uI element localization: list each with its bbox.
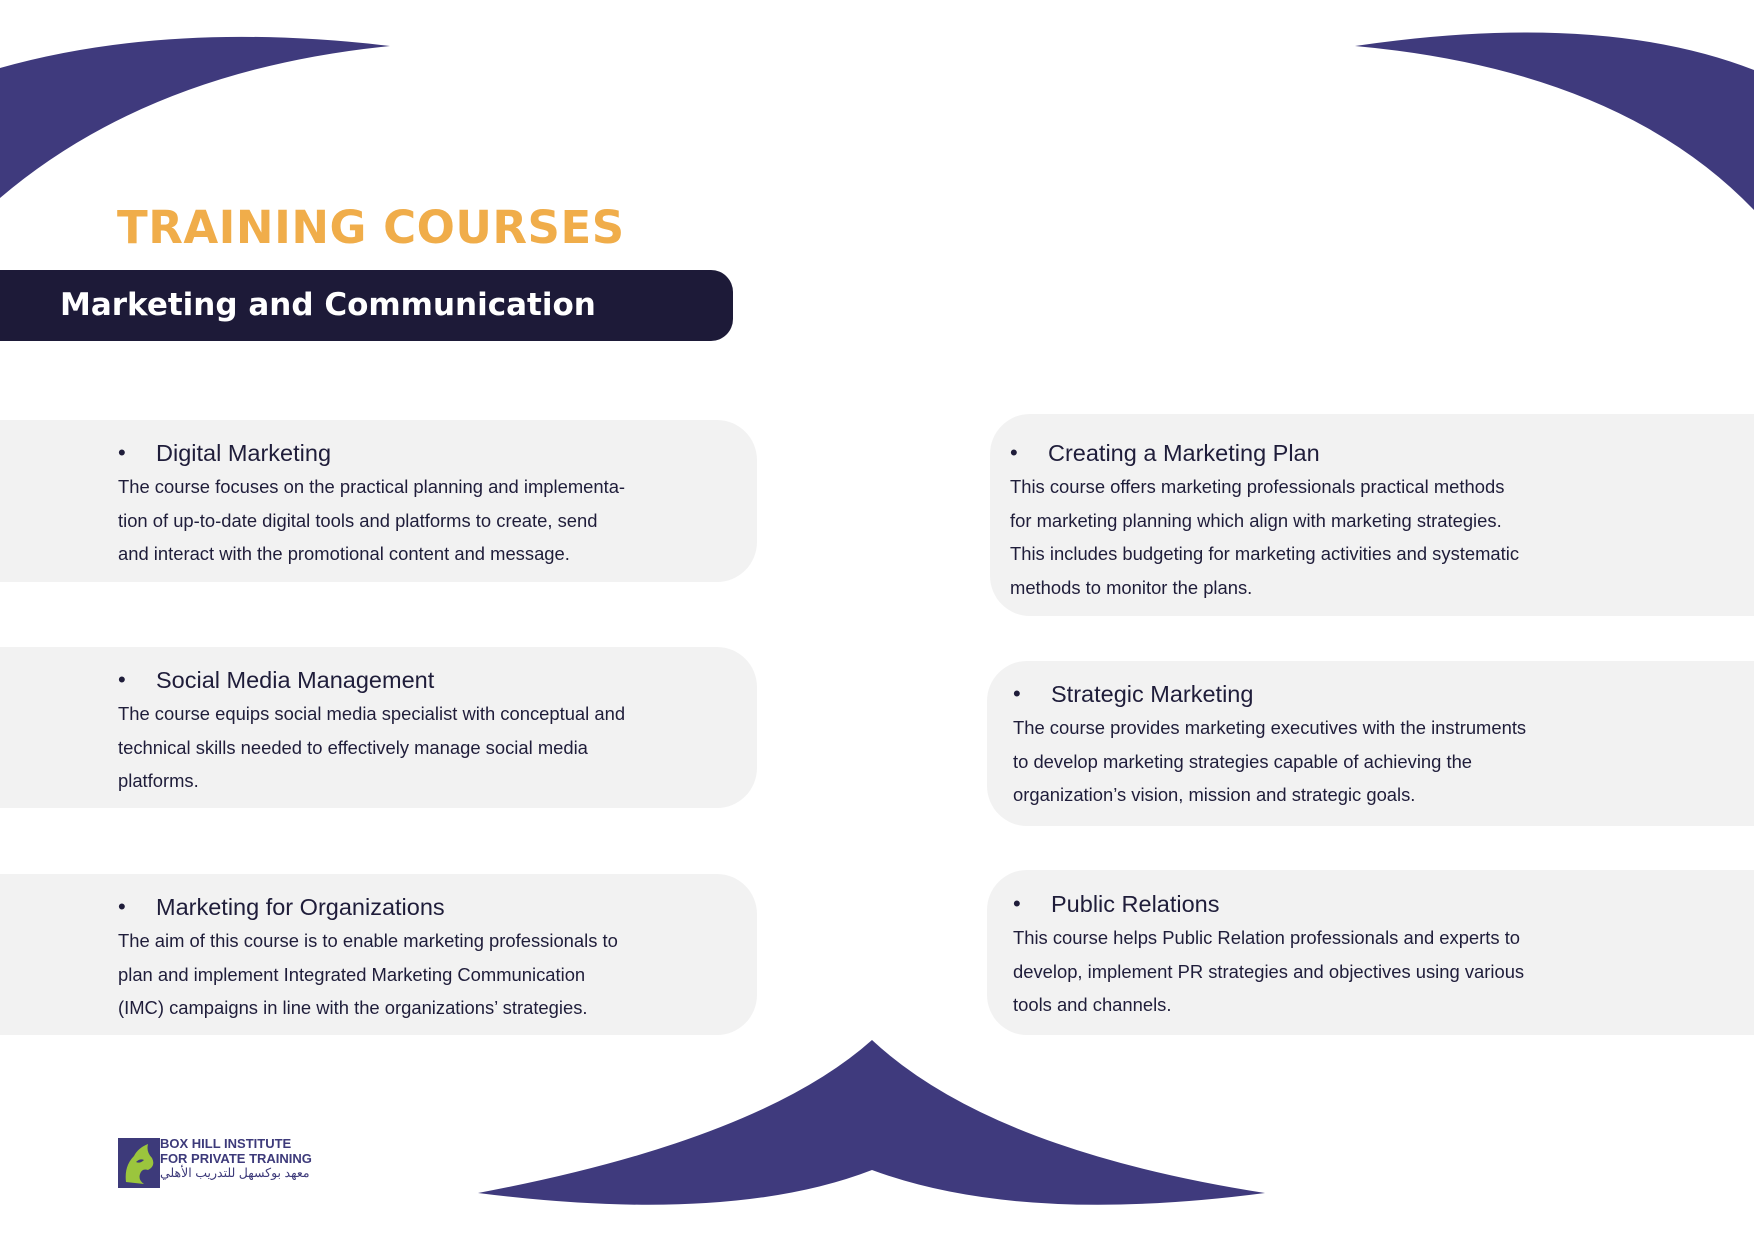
institute-logo [118,1136,328,1190]
bullet-icon: • [1013,681,1021,706]
course-description-line: organization’s vision, mission and strategic goals. [1013,784,1416,805]
logo-text-arabic: معهد بوكسهل للتدريب الأهلي [160,1166,310,1180]
course-description-line: develop, implement PR strategies and objectives using various [1013,960,1525,982]
course-card-marketing-for-organizations [0,874,757,1035]
course-description-line: technical skills needed to effectively manage social media [118,736,588,758]
course-title: • Public Relations [1013,887,1605,921]
horse-head-logo-icon [118,1138,160,1188]
course-description-line: (IMC) campaigns in line with the organizations’ strategies. [118,997,588,1018]
bottom-center-swoosh [478,1040,1265,1205]
course-description-line: This course helps Public Relation professionals and experts to [1013,927,1521,948]
top-right-swoosh [1355,33,1754,211]
course-title: • Marketing for Organizations [118,890,677,924]
course-description-line: and interact with the promotional content and message. [118,543,570,564]
bullet-icon: • [118,440,126,465]
course-description-line: tools and channels. [1013,994,1172,1015]
course-card-strategic-marketing [987,661,1754,826]
course-card-social-media-management [0,647,757,808]
course-description-line: The aim of this course is to enable marketing professionals to [118,930,618,951]
course-card-public-relations [987,870,1754,1035]
page-heading: TRAINING COURSES [117,201,625,254]
top-left-swoosh [0,37,390,198]
course-card-creating-a-marketing-plan [990,414,1754,616]
course-description-line: The course focuses on the practical planning and implementa- [118,476,626,497]
course-description-line: platforms. [118,770,199,791]
course-description-line: The course provides marketing executives with the instruments [1013,717,1527,738]
course-title: • Social Media Management [118,663,677,697]
bullet-icon: • [1010,440,1018,465]
category-title: Marketing and Communication [60,287,596,323]
course-description-line: plan and implement Integrated Marketing Communication [118,963,586,985]
course-description-line: tion of up-to-date digital tools and platforms to create, send [118,509,598,531]
logo-text-line-2: FOR PRIVATE TRAINING [160,1151,312,1166]
category-banner [0,270,733,341]
logo-text-line-1: BOX HILL INSTITUTE [160,1136,292,1151]
course-card-digital-marketing [0,420,757,582]
course-description-line: methods to monitor the plans. [1010,576,1253,598]
course-title: • Strategic Marketing [1013,677,1605,711]
bullet-icon: • [118,894,126,919]
course-description-line: The course equips social media specialist with conceptual and [118,703,626,724]
course-description-line: to develop marketing strategies capable of achieving the [1013,750,1473,772]
course-description-line: This includes budgeting for marketing activities and systematic [1010,543,1520,564]
course-description-line: This course offers marketing professionals practical methods [1010,476,1505,497]
course-title: • Digital Marketing [118,436,677,470]
course-title: • Creating a Marketing Plan [1010,436,1608,470]
bullet-icon: • [1013,891,1021,916]
course-description-line: for marketing planning which align with marketing strategies. [1010,509,1502,531]
bullet-icon: • [118,667,126,692]
